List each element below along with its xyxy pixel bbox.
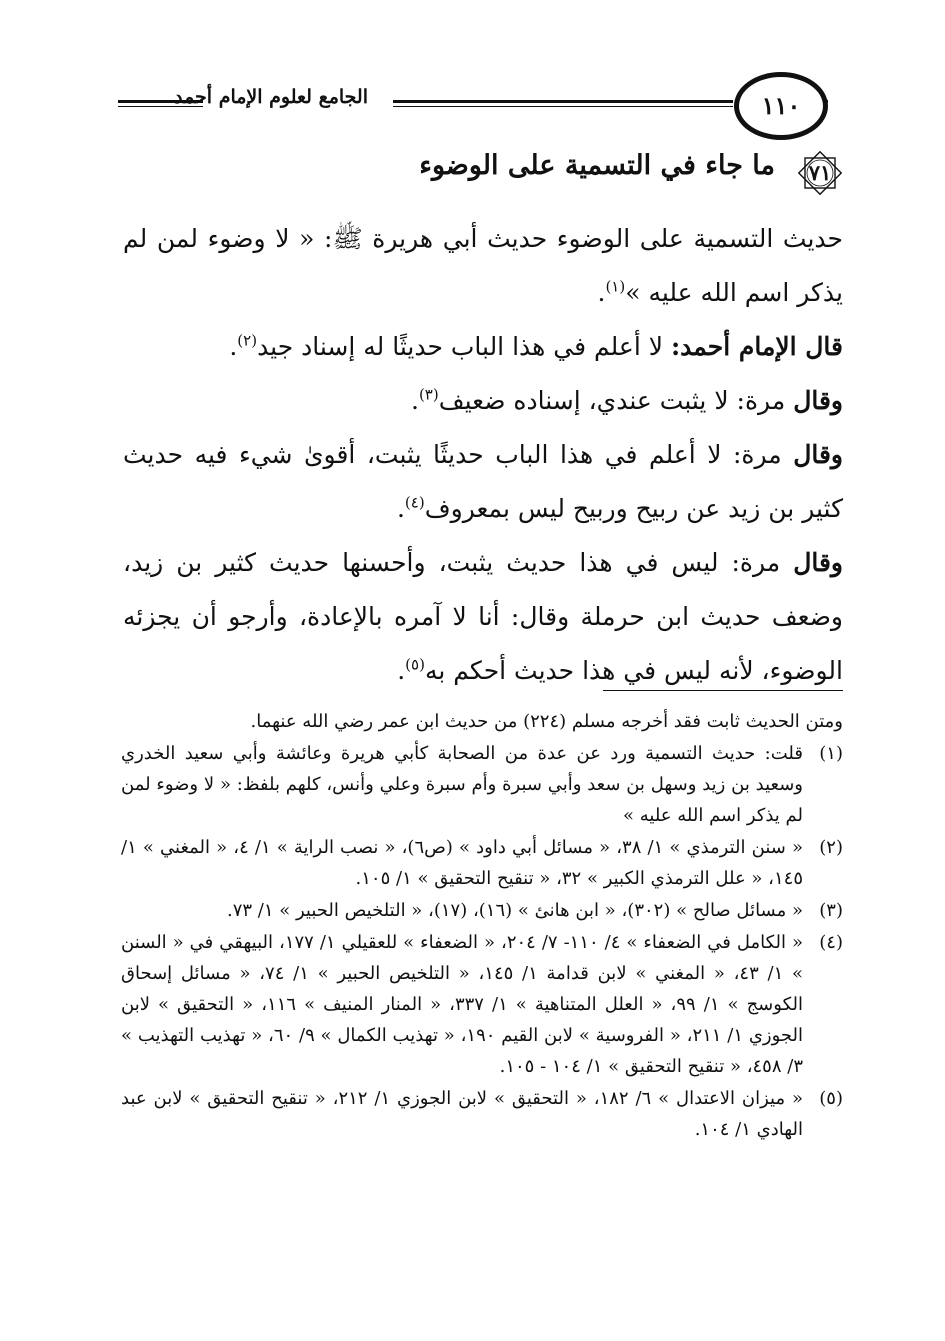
footnotes (121, 706, 843, 1146)
page-header (118, 72, 828, 142)
footnote-number: (٢) (819, 837, 843, 858)
footnote-number: (٣) (819, 900, 843, 921)
paragraph: وقال مرة: لا أعلم في هذا الباب حديثًا يثبت، أقوىٰ شيء فيه حديث كثير بن زيد عن ربيح وربيح ليس بمعروف$^{(٤)}$. (123, 440, 843, 523)
page-number: ١١٠ (761, 91, 801, 120)
footnote (121, 1083, 843, 1145)
footnote-number: (٥) (819, 1088, 843, 1109)
footnote (121, 895, 843, 926)
footnote (121, 927, 843, 1082)
footnote (121, 832, 843, 894)
footnote-text: « سنن الترمذي » ١/ ٣٨، « مسائل أبي داود » (ص٦)، « نصب الراية » ١/ ٤، « المغني » ١/ ١٤٥، « علل الترمذي الكبير » ٣٢، « تنقيح التحقيق » ١/ ١٠٥. (121, 837, 803, 889)
speaker-label: وقال (793, 386, 843, 415)
chapter-title: ما جاء في التسمية على الوضوء (419, 150, 775, 181)
footnote-text: « الكامل في الضعفاء » ٤/ ١١٠- ٧/ ٢٠٤، « الضعفاء » للعقيلي ١/ ١٧٧، البيهقي في « السنن » ١/ ٤٣، « المغني » لابن قدامة ١/ ١٤٥، « التلخيص الحبير » ١/ ٧٤، « مسائل إسحاق الكوسج » ١/ ٩٩، « العلل المتناهية » ١/ ٣٣٧، « المنار المنيف » ١١٦، « التحقيق » لابن الجوزي ١/ ٢١١، « الفروسية » لابن القيم ١٩٠، « تهذيب الكمال » ٩/ ٦٠، « تهذيب التهذيب » ٣/ ٤٥٨، « تنقيح التحقيق » ١/ ١٠٤ - ١٠٥. (121, 932, 804, 1077)
footnote-ref[interactable]: (١) (605, 277, 626, 296)
speaker-label: وقال (793, 440, 843, 469)
footnote-ref[interactable]: (٥) (405, 655, 425, 674)
paragraph-text: مرة: لا أعلم في هذا الباب حديثًا يثبت، أقوىٰ شيء فيه حديث كثير بن زيد عن ربيح وربيح ليس بمعروف (123, 440, 843, 523)
paragraph-text: مرة: لا يثبت عندي، إسناده ضعيف (438, 386, 794, 415)
speaker-label: وقال (793, 548, 843, 577)
paragraph-text: لا أعلم في هذا الباب حديثًا له إسناد جيد (257, 332, 671, 361)
book-title: الجامع لعلوم الإمام أحمد (174, 86, 368, 108)
chapter-number: ٧١ (808, 160, 832, 185)
footnote-text: قلت: حديث التسمية ورد عن عدة من الصحابة كأبي هريرة وعائشة وأبي سعيد الخدري وسعيد بن زيد وسهل بن سعد وأبي سبرة وأم سبرة وعلي وأنس، كلهم بلفظ: « لا وضوء لمن لم يذكر اسم الله عليه » (121, 743, 803, 826)
header-rule-middle (393, 100, 733, 103)
footnote-text: « ميزان الاعتدال » ٦/ ١٨٢، « التحقيق » لابن الجوزي ١/ ٢١٢، « تنقيح التحقيق » لابن عبد الهادي ١/ ١٠٤. (121, 1088, 803, 1140)
speaker-label: قال الإمام أحمد: (670, 332, 843, 361)
footnote-text: « مسائل صالح » (٣٠٢)، « ابن هانئ » (١٦)، (١٧)، « التلخيص الحبير » ١/ ٧٣. (226, 900, 803, 921)
footnote-ref[interactable]: (٣) (418, 385, 439, 404)
main-text (123, 212, 843, 698)
footnote-separator (603, 690, 843, 691)
paragraph: وقال مرة: ليس في هذا حديث يثبت، وأحسنها حديث كثير بن زيد، وضعف حديث ابن حرملة وقال: أنا لا آمره بالإعادة، وأرجو أن يجزئه الوضوء، لأنه ليس في هذا حديث أحكم به$^{(٥)}$. (123, 548, 843, 685)
footnote-ref[interactable]: (٢) (237, 331, 258, 350)
paragraph: حديث التسمية على الوضوء حديث أبي هريرة ﷺ: « لا وضوء لمن لم يذكر اسم الله عليه »$^{(١)}$. (123, 224, 843, 307)
header-rule-middle-thin (393, 106, 733, 107)
footnote-ref[interactable]: (٤) (404, 493, 425, 512)
footnote-continuation: ومتن الحديث ثابت فقد أخرجه مسلم (٢٢٤) من حديث ابن عمر رضي الله عنهما. (250, 711, 843, 732)
paragraph: قال الإمام أحمد: لا أعلم في هذا الباب حديثًا له إسناد جيد$^{(٢)}$. (229, 331, 843, 361)
paragraph-text: مرة: ليس في هذا حديث يثبت، وأحسنها حديث كثير بن زيد، وضعف حديث ابن حرملة وقال: أنا لا آمره بالإعادة، وأرجو أن يجزئه الوضوء، لأنه ليس في هذا حديث أحكم به (123, 548, 843, 685)
footnote (121, 738, 843, 831)
footnote-number: (٤) (819, 932, 843, 953)
paragraph: وقال مرة: لا يثبت عندي، إسناده ضعيف$^{(٣)}$. (410, 385, 843, 415)
paragraph-text: حديث التسمية على الوضوء حديث أبي هريرة ﷺ: « لا وضوء لمن لم يذكر اسم الله عليه » (123, 224, 843, 307)
footnote-number: (١) (819, 743, 843, 764)
